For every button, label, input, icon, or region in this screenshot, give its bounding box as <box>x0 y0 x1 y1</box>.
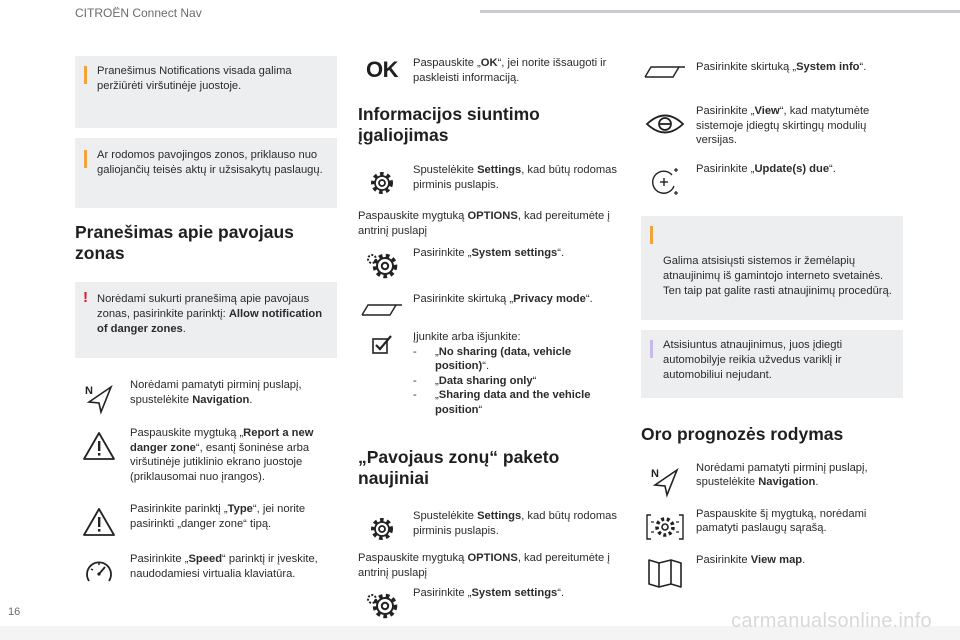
instruction-text: Paspauskite mygtuką OPTIONS, kad pereitumėte į antrinį puslapį <box>358 552 610 579</box>
step-ok: OK Paspauskite „OK“, jei norite išsaugoti ir paskleisti informaciją. <box>358 56 620 86</box>
page-header-title: CITROËN Connect Nav <box>75 6 202 20</box>
ok-icon: OK <box>366 57 398 82</box>
step-updates-due: Pasirinkite „Update(s) due“. <box>641 162 903 192</box>
step-system-info: Pasirinkite skirtuką „System info“. <box>641 56 903 86</box>
note-marker <box>650 226 653 244</box>
step-speed: Pasirinkite „Speed“ parinktį ir įveskite, naudodamiesi virtualia klaviatūra. <box>75 552 337 582</box>
gears-icon <box>358 586 406 626</box>
note-text: Galima atsisiųsti sistemos ir žemėlapių atnaujinimų iš gamintojo interneto svetainės. Ten taip pat galite rasti atnaujinimų procedūrą. <box>663 254 892 297</box>
step-navigation: N Norėdami pamatyti pirminį puslapį, spustelėkite Navigation. <box>75 378 337 408</box>
note-marker <box>84 66 87 84</box>
instruction-text: Paspauskite mygtuką OPTIONS, kad pereitumėte į antrinį puslapį <box>358 210 610 237</box>
checkbox-icon <box>358 330 406 358</box>
header-divider <box>480 10 960 13</box>
tab-icon <box>358 288 406 328</box>
step-privacy-mode: Pasirinkite skirtuką „Privacy mode“. <box>358 288 620 318</box>
update-icon <box>641 162 689 202</box>
list-item: - „No sharing (data, vehicle position)“. <box>413 345 620 374</box>
column-right <box>641 56 903 583</box>
step-navigation: N Norėdami pamatyti pirminį puslapį, spustelėkite Navigation. <box>641 461 903 491</box>
navigation-icon <box>641 461 689 501</box>
info-note <box>75 138 337 208</box>
step-system-settings: Pasirinkite „System settings“. <box>358 246 620 276</box>
step-type: Pasirinkite parinktį „Type“, jei norite pasirinkti „danger zone“ tipą. <box>75 502 337 532</box>
step-report-danger: Paspauskite mygtuką „Report a new danger zone“, esantį šoninėse arba viršutinėje jutiklinio ekrano juostoje (priklausomai nuo įrangos). <box>75 426 337 484</box>
step-settings: Spustelėkite Settings, kad būtų rodomas pirminis puslapis. <box>358 509 620 539</box>
gear-icon <box>358 509 406 549</box>
section-heading: Oro prognozės rodymas <box>641 423 844 444</box>
warning-triangle-icon <box>75 426 123 466</box>
map-icon <box>641 553 689 593</box>
list-item: - „Sharing data and the vehicle position“ <box>413 388 620 417</box>
step-view: Pasirinkite „View“, kad matytumėte sistemoje įdiegtų skirtingų modulių versijas. <box>641 104 903 148</box>
step-settings: Spustelėkite Settings, kad būtų rodomas pirminis puslapis. <box>358 163 620 193</box>
info-note <box>641 330 903 398</box>
navigation-icon <box>75 378 123 418</box>
note-marker <box>84 150 87 168</box>
info-note <box>75 56 337 128</box>
step-view-map: Pasirinkite View map. <box>641 553 903 583</box>
step-system-settings: Pasirinkite „System settings“. <box>358 586 620 616</box>
speedometer-icon <box>75 552 123 592</box>
svg-text:N: N <box>651 467 659 480</box>
section-heading: Pranešimas apie pavojaus zonas <box>75 222 294 263</box>
info-note <box>641 216 903 320</box>
note-marker <box>650 340 653 358</box>
warning-note: ! Norėdami sukurti pranešimą apie pavojaus zonas, pasirinkite parinktį: Allow notification of danger zones. <box>75 282 337 358</box>
note-text: Ar rodomos pavojingos zonos, priklauso nuo galiojančių teisės aktų ir užsisakytų paslaugų. <box>97 149 323 176</box>
section-heading: Informacijos siuntimo įgaliojimas <box>358 104 540 145</box>
gear-icon <box>358 163 406 203</box>
warning-triangle-icon <box>75 502 123 542</box>
column-middle <box>358 56 620 616</box>
list-item: - „Data sharing only“ <box>413 374 620 389</box>
gears-icon <box>358 246 406 286</box>
privacy-option-list <box>413 345 620 418</box>
warning-icon: ! <box>83 289 88 306</box>
watermark: carmanualsonline.info <box>731 610 932 632</box>
step-services: Paspauskite šį mygtuką, norėdami pamatyti paslaugų sąrašą. <box>641 507 903 537</box>
column-left <box>75 56 337 582</box>
step-privacy-options: Įjunkite arba išjunkite: - „No sharing (data, vehicle position)“. - „Data sharing only“ - „Sharing data and the vehicle position“ <box>358 330 620 417</box>
tab-icon <box>641 56 689 84</box>
eye-icon <box>641 104 689 144</box>
section-heading: „Pavojaus zonų“ paketo naujiniai <box>358 447 560 488</box>
note-text: Pranešimus Notifications visada galima peržiūrėti viršutinėje juostoje. <box>97 65 292 92</box>
svg-text:N: N <box>85 385 93 397</box>
note-text: Atsisiuntus atnaujinimus, juos įdiegti automobilyje reikia užvedus variklį ir automobiliui nejudant. <box>663 338 843 381</box>
page-number: 16 <box>8 606 21 618</box>
services-icon <box>641 507 689 547</box>
